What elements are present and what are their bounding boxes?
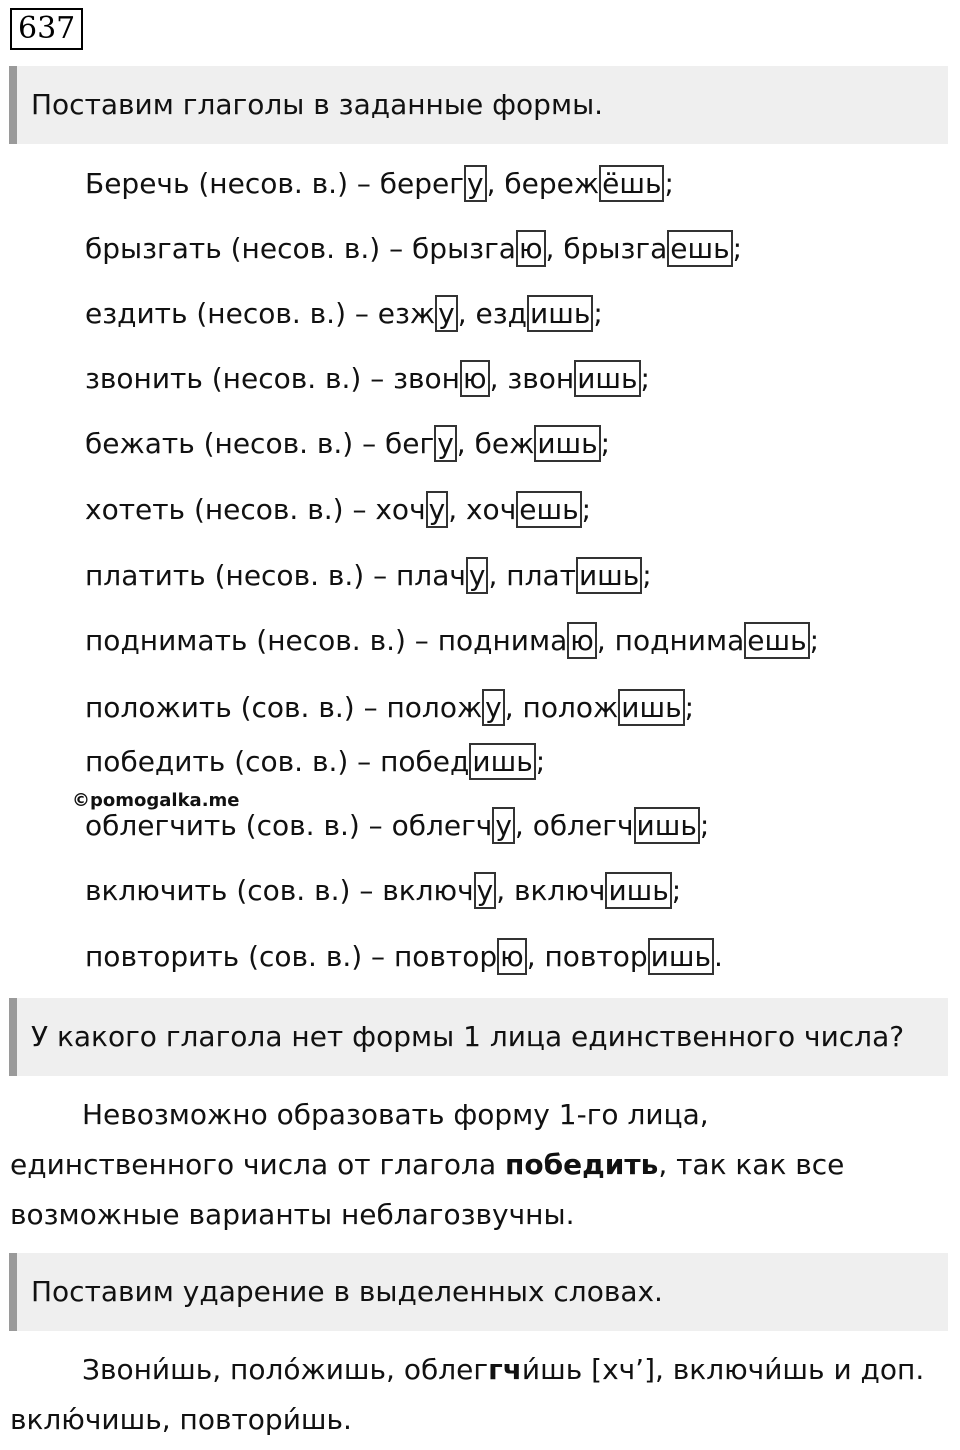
- ending-box: у: [474, 872, 497, 909]
- verb-row: [85, 490, 591, 530]
- ending-box: ю: [567, 622, 597, 659]
- section-header-stress: Поставим ударение в выделенных словах.: [9, 1253, 948, 1331]
- ending-box: ишь: [534, 425, 600, 462]
- verb-row: [85, 164, 674, 204]
- row-text: , езд: [457, 297, 527, 330]
- verb-row: [85, 742, 545, 782]
- row-text: хотеть (несов. в.) – хоч: [85, 493, 426, 526]
- verb-row: [85, 294, 603, 334]
- verb-row: [85, 621, 819, 661]
- verb-row: [85, 556, 652, 596]
- row-punct: ;: [699, 809, 710, 842]
- section-header-question: У какого глагола нет формы 1 лица единственного числа?: [9, 998, 948, 1076]
- row-text: , беж: [456, 427, 535, 460]
- row-text: , включ: [496, 874, 606, 907]
- ending-box: у: [492, 807, 515, 844]
- ending-box: ишь: [634, 807, 700, 844]
- ending-box: ишь: [574, 360, 640, 397]
- verb-row: [85, 688, 694, 728]
- row-text: , облегч: [514, 809, 634, 842]
- row-text: бежать (несов. в.) – бег: [85, 427, 435, 460]
- row-text: , полож: [504, 691, 619, 724]
- verb-row: [85, 937, 723, 977]
- ending-box: у: [435, 295, 458, 332]
- ending-box: у: [482, 689, 505, 726]
- verb-row: [85, 359, 650, 399]
- section-header-forms: Поставим глаголы в заданные формы.: [9, 66, 948, 144]
- stress-text-2: и́шь [хч’], включи́шь и доп. вклю́чишь, повтори́шь.: [10, 1353, 925, 1436]
- ending-box: ю: [516, 230, 546, 267]
- ending-box: у: [426, 491, 449, 528]
- row-text: , плат: [488, 559, 576, 592]
- row-punct: ;: [600, 427, 611, 460]
- row-text: брызгать (несов. в.) – брызга: [85, 232, 516, 265]
- row-text: положить (сов. в.) – полож: [85, 691, 483, 724]
- row-punct: ;: [732, 232, 743, 265]
- stress-paragraph: [10, 1345, 940, 1445]
- row-punct: ;: [535, 745, 546, 778]
- answer-text-before: Невозможно образовать форму 1-го лица, единственного числа от глагола: [10, 1098, 709, 1181]
- row-punct: ;: [581, 493, 592, 526]
- ending-box: ишь: [527, 295, 593, 332]
- ending-box: ишь: [576, 557, 642, 594]
- row-text: повторить (сов. в.) – повтор: [85, 940, 498, 973]
- ending-box: ю: [497, 938, 527, 975]
- row-text: Беречь (несов. в.) – берег: [85, 167, 464, 200]
- task-number: 637: [10, 8, 83, 50]
- row-text: , береж: [486, 167, 600, 200]
- ending-box: у: [434, 425, 457, 462]
- verb-row: [85, 424, 610, 464]
- row-punct: ;: [593, 297, 603, 330]
- row-punct: ;: [671, 874, 682, 907]
- row-text: , повтор: [526, 940, 648, 973]
- ending-box: ешь: [667, 230, 732, 267]
- verb-row: [85, 229, 742, 269]
- stress-text-1: Звони́шь, поло́жишь, облег: [82, 1353, 489, 1386]
- row-punct: ;: [642, 559, 652, 592]
- row-punct: ;: [664, 167, 674, 200]
- ending-box: ёшь: [599, 165, 664, 202]
- row-punct: .: [713, 940, 723, 973]
- watermark: ©pomogalka.me: [72, 790, 240, 811]
- row-text: платить (несов. в.) – плач: [85, 559, 466, 592]
- row-text: звонить (несов. в.) – звон: [85, 362, 460, 395]
- ending-box: у: [466, 557, 489, 594]
- ending-box: ешь: [516, 491, 581, 528]
- row-text: , брызга: [545, 232, 668, 265]
- ending-box: ишь: [605, 872, 671, 909]
- row-punct: ;: [640, 362, 650, 395]
- ending-box: ю: [460, 360, 490, 397]
- row-punct: ;: [684, 691, 695, 724]
- row-text: , хоч: [448, 493, 517, 526]
- ending-box: ишь: [469, 743, 535, 780]
- row-text: ездить (несов. в.) – езж: [85, 297, 436, 330]
- verb-row: [85, 871, 681, 911]
- row-text: победить (сов. в.) – побед: [85, 745, 470, 778]
- row-text: , звон: [489, 362, 575, 395]
- verb-row: [85, 806, 709, 846]
- row-punct: ;: [809, 624, 820, 657]
- answer-text-after: , так как все возможные варианты неблагозвучны.: [10, 1148, 845, 1231]
- ending-box: у: [464, 165, 487, 202]
- stress-bold: гч: [488, 1353, 522, 1386]
- row-text: включить (сов. в.) – включ: [85, 874, 474, 907]
- ending-box: ишь: [618, 689, 684, 726]
- row-text: , поднима: [596, 624, 745, 657]
- answer-paragraph: [10, 1090, 940, 1240]
- row-text: поднимать (несов. в.) – поднима: [85, 624, 568, 657]
- row-text: облегчить (сов. в.) – облегч: [85, 809, 493, 842]
- answer-bold-verb: победить: [505, 1148, 659, 1181]
- ending-box: ешь: [744, 622, 809, 659]
- ending-box: ишь: [648, 938, 714, 975]
